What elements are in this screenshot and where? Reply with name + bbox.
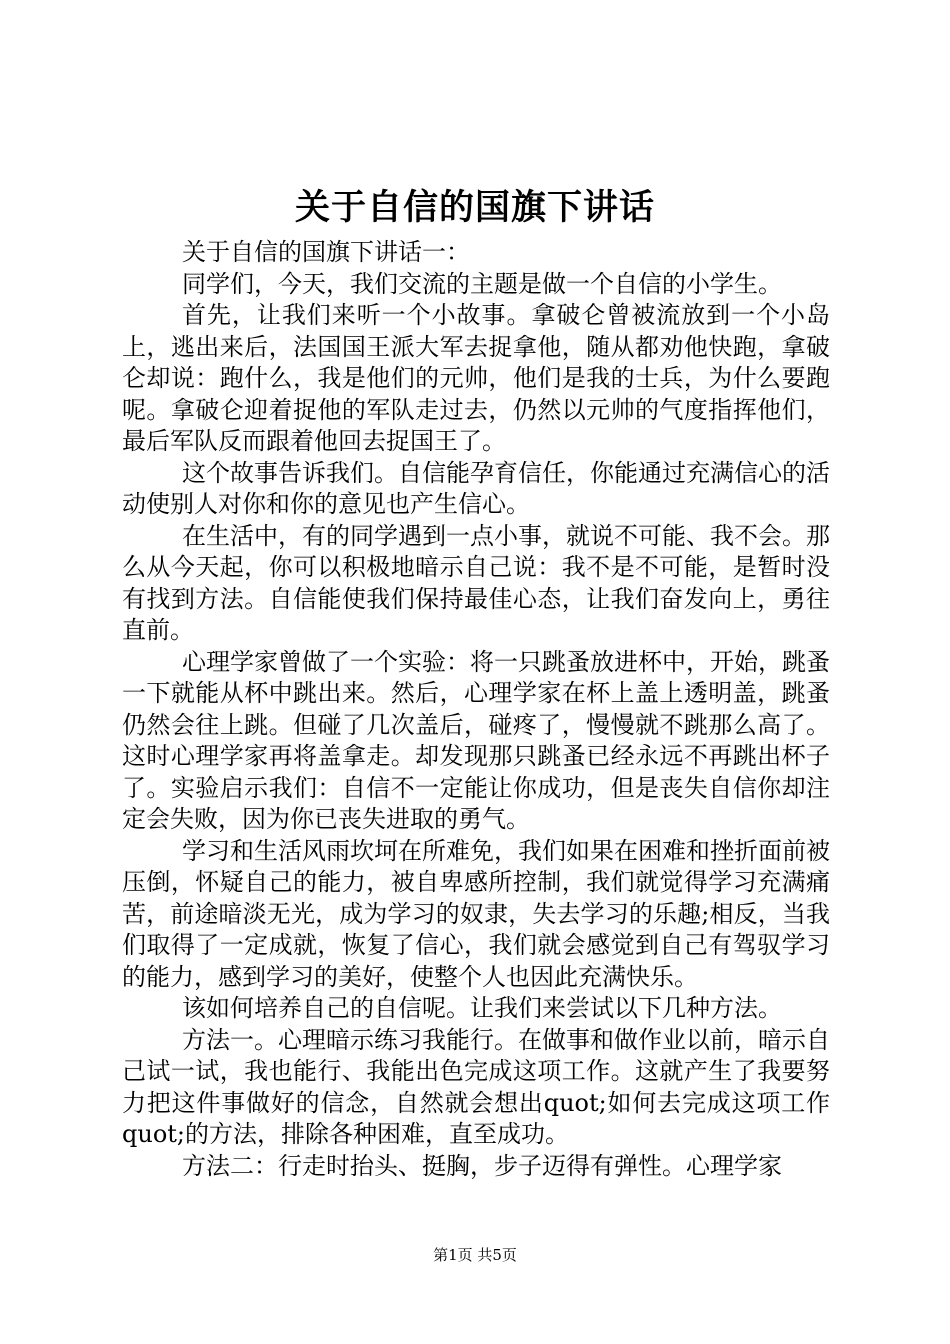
paragraph: 这个故事告诉我们。自信能孕育信任，你能通过充满信心的活动使别人对你和你的意见也产生信心。 [122, 458, 830, 518]
page-number-footer: 第1页 共5页 [433, 1246, 517, 1264]
paragraph: 学习和生活风雨坎坷在所难免，我们如果在困难和挫折面前被压倒，怀疑自己的能力，被自卑感所控制，我们就觉得学习充满痛苦，前途暗淡无光，成为学习的奴隶，失去学习的乐趣;相反，当我们取得了一定成就，恢复了信心，我们就会感觉到自己有驾驭学习的能力，感到学习的美好，使整个人也因此充满快乐。 [122, 836, 830, 991]
paragraph: 方法一。心理暗示练习我能行。在做事和做作业以前，暗示自己试一试，我也能行、我能出色完成这项工作。这就产生了我要努力把这件事做好的信念，自然就会想出quot;如何去完成这项工作quot;的方法，排除各种困难，直至成功。 [122, 1025, 830, 1148]
paragraph: 该如何培养自己的自信呢。让我们来尝试以下几种方法。 [182, 994, 782, 1022]
paragraph: 心理学家曾做了一个实验：将一只跳蚤放进杯中，开始，跳蚤一下就能从杯中跳出来。然后，心理学家在杯上盖上透明盖，跳蚤仍然会往上跳。但碰了几次盖后，碰疼了，慢慢就不跳那么高了。这时心理学家再将盖拿走。却发现那只跳蚤已经永远不再跳出杯子了。实验启示我们：自信不一定能让你成功，但是丧失自信你却注定会失败，因为你已丧失进取的勇气。 [122, 647, 830, 833]
paragraph: 关于自信的国旗下讲话一： [182, 238, 470, 266]
paragraph: 同学们，今天，我们交流的主题是做一个自信的小学生。 [182, 269, 782, 298]
document-body [122, 237, 830, 1182]
paragraph: 首先，让我们来听一个小故事。拿破仑曾被流放到一个小岛上，逃出来后，法国国王派大军去捉拿他，随从都劝他快跑，拿破仑却说：跑什么，我是他们的元帅，他们是我的士兵，为什么要跑呢。拿破仑迎着捉他的军队走过去，仍然以元帅的气度指挥他们，最后军队反而跟着他回去捉国王了。 [122, 301, 830, 455]
paragraph: 在生活中，有的同学遇到一点小事，就说不可能、我不会。那么从今天起，你可以积极地暗示自己说：我不是不可能，是暂时没有找到方法。自信能使我们保持最佳心态，让我们奋发向上，勇往直前。 [122, 521, 830, 644]
document-title: 关于自信的国旗下讲话 [294, 188, 655, 228]
paragraph: 方法二：行走时抬头、挺胸，步子迈得有弹性。心理学家 [182, 1151, 782, 1180]
